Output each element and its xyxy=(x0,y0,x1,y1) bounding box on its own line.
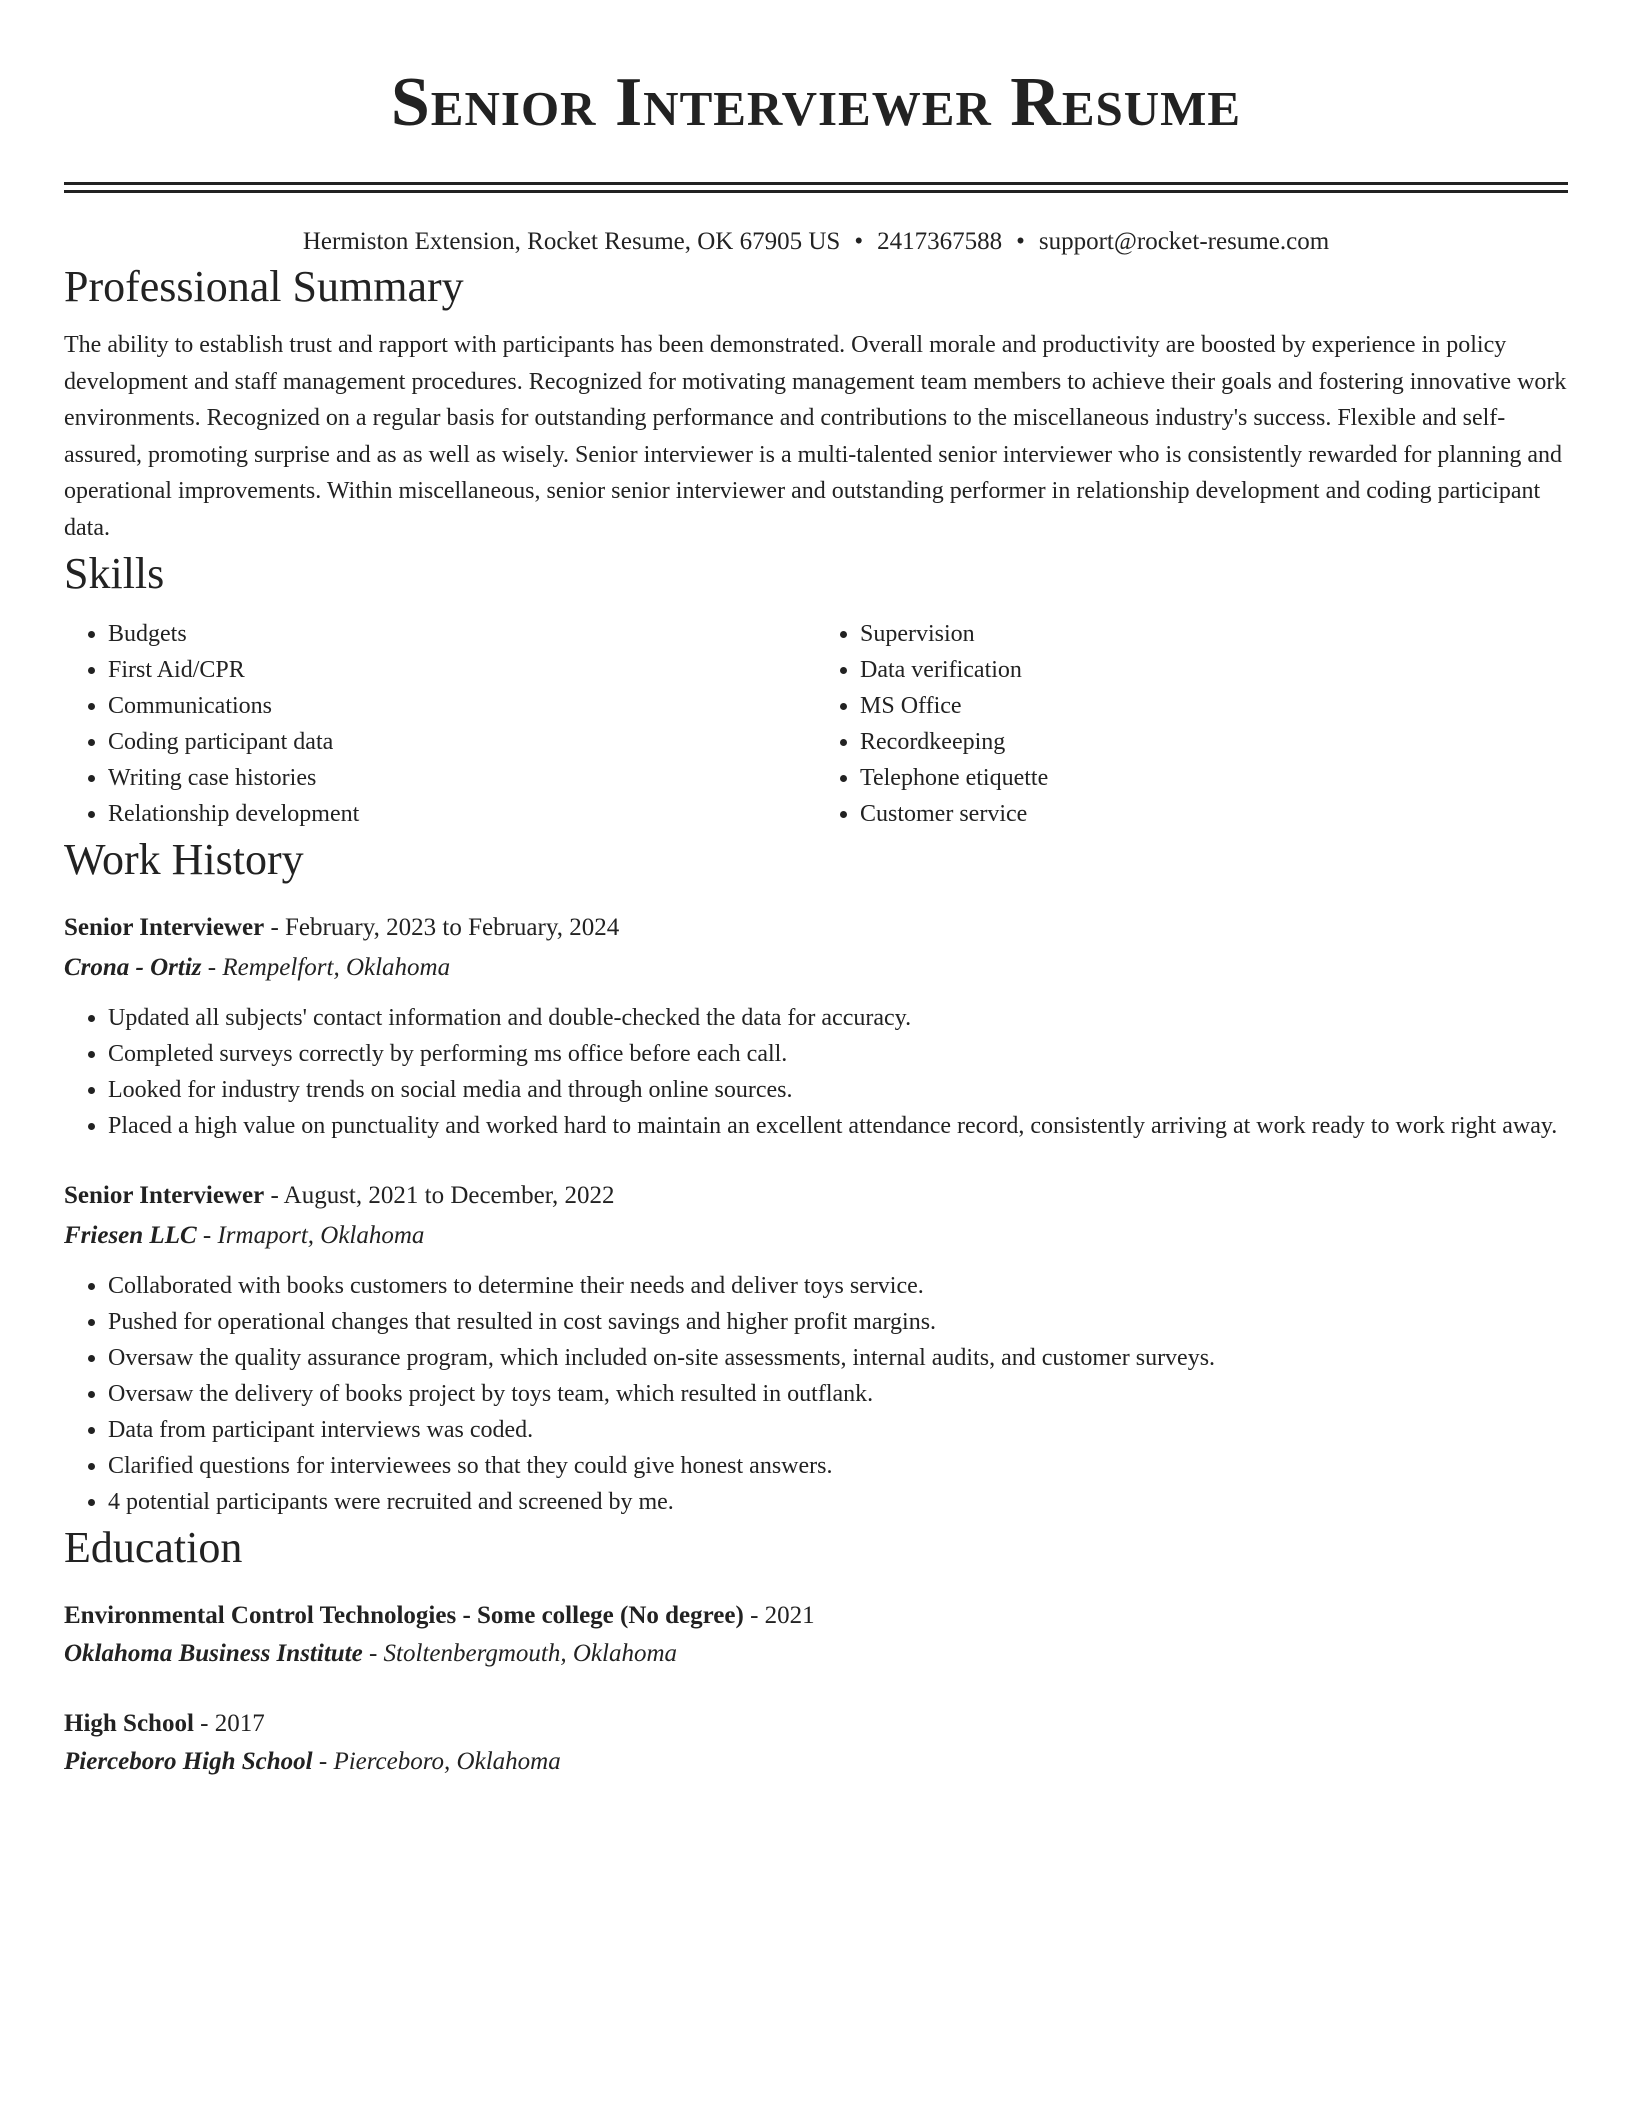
education-entry xyxy=(64,1598,1568,1672)
job-header xyxy=(64,910,1568,946)
education-location: Stoltenbergmouth, Oklahoma xyxy=(383,1640,678,1667)
job-title: Senior Interviewer xyxy=(64,1182,265,1209)
job-entry xyxy=(64,910,1568,1144)
job-bullets xyxy=(64,1268,1568,1520)
education-header xyxy=(64,1706,1568,1742)
job-bullet: • 4 potential participants were recruited and screened by me. xyxy=(108,1484,1568,1520)
education-entry xyxy=(64,1706,1568,1780)
education-dash: - xyxy=(362,1640,384,1667)
skill-item: • First Aid/CPR xyxy=(108,652,816,688)
skill-item: • Supervision xyxy=(860,616,1568,652)
summary-text: The ability to establish trust and rapport with participants has been demonstrated. Overall morale and productivity are boosted by experience in policy development and staff management procedures. Recognized for motivating management team members to achieve their goals and fostering innovative work environments. Recognized on a regular basis for outstanding performance and contributions to the miscellaneous industry's success. Flexible and self-assured, promoting surprise and as as well as wisely. Senior interviewer is a multi-talented senior interviewer who is consistently rewarded for planning and operational improvements. Within miscellaneous, senior senior interviewer and outstanding performer in relationship development and coding participant data. xyxy=(64,332,1567,541)
skill-item: • Customer service xyxy=(860,796,1568,832)
skills-list xyxy=(64,616,1568,832)
job-bullets xyxy=(64,1000,1568,1144)
skill-item: • Writing case histories xyxy=(108,760,816,796)
resume-title: Senior Interviewer Resume xyxy=(390,64,1242,141)
job-dash: - xyxy=(196,1222,218,1249)
skill-item: • Data verification xyxy=(860,652,1568,688)
job-company: Friesen LLC xyxy=(64,1222,197,1249)
job-header xyxy=(64,1178,1568,1214)
education-institution xyxy=(64,1636,1568,1672)
skill-item: • Coding participant data xyxy=(108,724,816,760)
job-dash: - xyxy=(264,914,286,941)
job-bullet: • Updated all subjects' contact information and double-checked the data for accuracy. xyxy=(108,1000,1568,1036)
job-employer xyxy=(64,950,1568,986)
education-degree: Environmental Control Technologies - Some college (No degree) xyxy=(64,1602,744,1629)
skills-heading: Skills xyxy=(64,549,165,598)
education-location: Pierceboro, Oklahoma xyxy=(333,1748,561,1775)
education-dash: - xyxy=(193,1710,215,1737)
job-entry xyxy=(64,1178,1568,1520)
education-year: 2021 xyxy=(764,1602,815,1629)
job-bullet: • Looked for industry trends on social media and through online sources. xyxy=(108,1072,1568,1108)
contact-address: Hermiston Extension, Rocket Resume, OK 67905 US xyxy=(302,228,841,255)
job-bullet: • Collaborated with books customers to determine their needs and deliver toys service. xyxy=(108,1268,1568,1304)
education-dash: - xyxy=(312,1748,334,1775)
job-bullet: • Oversaw the delivery of books project by toys team, which resulted in outflank. xyxy=(108,1376,1568,1412)
contact-separator: • xyxy=(1016,228,1025,255)
education-school: Pierceboro High School xyxy=(64,1748,313,1775)
skills-column-right xyxy=(816,616,1568,832)
job-dates: August, 2021 to December, 2022 xyxy=(283,1182,615,1209)
skill-item: • Budgets xyxy=(108,616,816,652)
job-location: Rempelfort, Oklahoma xyxy=(222,954,451,981)
skill-item: • Telephone etiquette xyxy=(860,760,1568,796)
education-dash: - xyxy=(743,1602,765,1629)
education-header xyxy=(64,1598,1568,1634)
education-year: 2017 xyxy=(214,1710,265,1737)
summary-heading: Professional Summary xyxy=(64,262,464,311)
job-bullet: • Oversaw the quality assurance program, which included on-site assessments, internal audits, and customer surveys. xyxy=(108,1340,1568,1376)
job-title: Senior Interviewer xyxy=(64,914,265,941)
contact-separator: • xyxy=(854,228,864,255)
skill-item: • Relationship development xyxy=(108,796,816,832)
education-school: Oklahoma Business Institute xyxy=(64,1640,363,1667)
job-dash: - xyxy=(264,1182,284,1209)
job-bullet: • Data from participant interviews was coded. xyxy=(108,1412,1568,1448)
job-bullet: • Placed a high value on punctuality and worked hard to maintain an excellent attendance record, consistently arriving at work ready to work right away. xyxy=(108,1108,1568,1144)
job-employer xyxy=(64,1218,1568,1254)
skills-column-left xyxy=(64,616,816,832)
job-dash: - xyxy=(201,954,223,981)
job-bullet: • Completed surveys correctly by performing ms office before each call. xyxy=(108,1036,1568,1072)
contact-phone[interactable]: 2417367588 xyxy=(877,228,1003,255)
contact-email[interactable]: support@rocket-resume.com xyxy=(1038,228,1330,255)
job-bullet: • Clarified questions for interviewees so that they could give honest answers. xyxy=(108,1448,1568,1484)
skill-item: • Recordkeeping xyxy=(860,724,1568,760)
job-bullet: • Pushed for operational changes that resulted in cost savings and higher profit margins. xyxy=(108,1304,1568,1340)
job-location: Irmaport, Oklahoma xyxy=(217,1222,425,1249)
job-company: Crona - Ortiz xyxy=(64,954,202,981)
education-institution xyxy=(64,1744,1568,1780)
contact-line xyxy=(64,225,1568,259)
job-dates: February, 2023 to February, 2024 xyxy=(285,914,620,941)
work-history-heading: Work History xyxy=(64,835,304,884)
skill-item: • MS Office xyxy=(860,688,1568,724)
title-double-rule xyxy=(64,182,1568,193)
education-degree: High School xyxy=(64,1710,194,1737)
education-heading: Education xyxy=(64,1523,243,1572)
skill-item: • Communications xyxy=(108,688,816,724)
